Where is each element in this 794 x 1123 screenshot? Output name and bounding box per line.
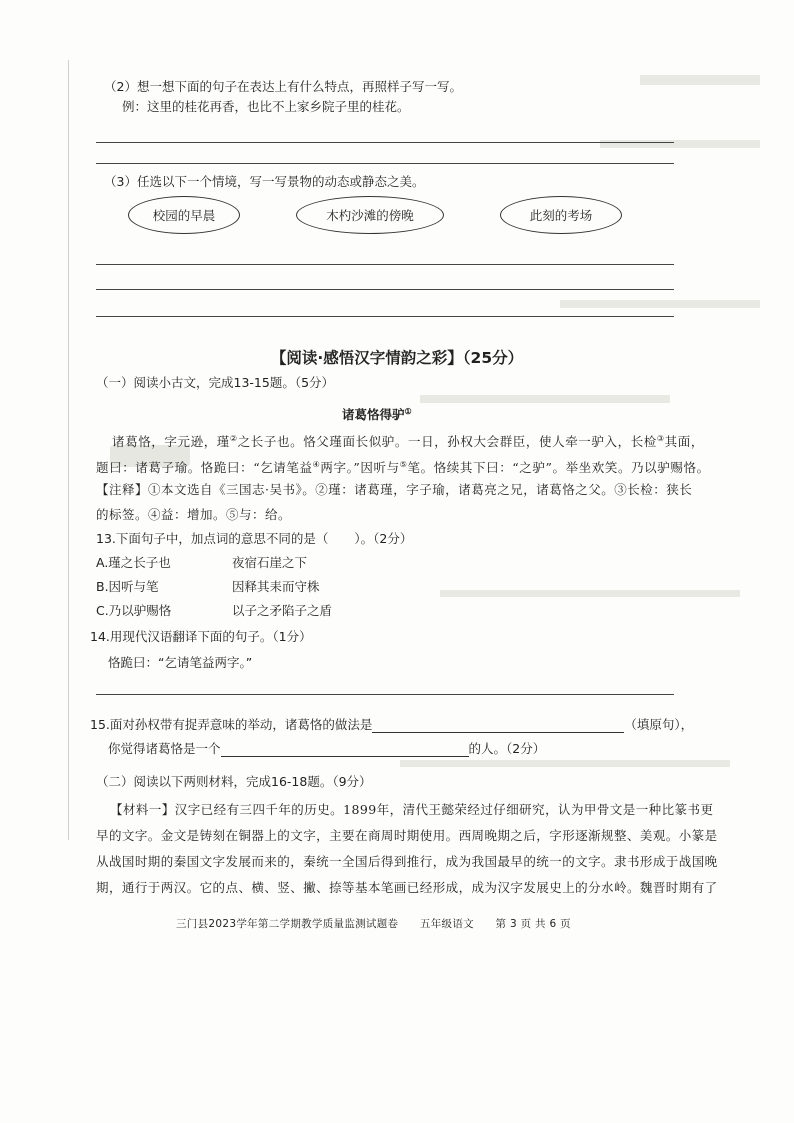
q15-line-2: 你觉得诸葛恪是一个 的人。（2分） [108,741,546,756]
q2-prompt: （2）想一想下面的句子在表达上有什么特点，再照样子写一写。 [104,79,462,94]
passage-title: 诸葛恪得驴① [342,406,412,423]
q13-option-c-left[interactable]: C.乃以驴赐恪 [96,603,172,618]
page-fold-edge [68,60,69,840]
q14-sentence: 恪跪曰：“乞请笔益两字。” [108,655,253,670]
q13-option-a-right: 夜宿石崖之下 [232,555,308,570]
q3-option-beach-evening[interactable]: 木杓沙滩的傍晚 [296,196,444,234]
passage-line-1: 诸葛恪，字元逊，瑾②之长子也。恪父瑾面长似驴。一日，孙权大会群臣，使人牵一驴入，长检③其面， [112,434,704,450]
q15-line-1: 15.面对孙权带有捉弄意味的举动，诸葛恪的做法是 （填原句）， [90,717,694,732]
answer-line[interactable] [96,264,674,265]
answer-line[interactable] [96,142,674,143]
q13-option-b-right: 因释其耒而守株 [232,579,320,594]
answer-line[interactable] [96,289,674,290]
q13-option-c-right: 以子之矛陷子之盾 [232,603,333,618]
section-title: 【阅读·感悟汉字情韵之彩】（25分） [270,349,524,367]
material1-line-2: 早的文字。金文是铸刻在铜器上的文字，主要在商周时期使用。西周晚期之后，字形逐渐规整、美观。小篆是 [96,828,718,843]
answer-line[interactable] [96,316,674,317]
material1-line-1: 【材料一】汉字已经有三四千年的历史。1899年，清代王懿荣经过仔细研究，认为甲骨文是一种比篆书更 [110,802,714,817]
notes-line-2: 的标签。④益：增加。⑤与：给。 [96,507,292,522]
q3-option-campus-morning[interactable]: 校园的早晨 [128,196,240,234]
q13-option-b-left[interactable]: B.因听与笔 [96,579,159,594]
passage-line-2: 题曰：诸葛子瑜。恪跪曰：“乞请笔益④两字。”因听与⑤笔。恪续其下曰：“之驴”。举坐欢笑。乃以驴赐恪。 [96,460,710,476]
q15-blank-2[interactable] [221,743,469,757]
answer-line[interactable] [96,163,674,164]
notes-line-1: 【注释】①本文选自《三国志·吴书》。②瑾：诸葛瑾，字子瑜，诸葛亮之兄，诸葛恪之父。③长检：狭长 [96,482,693,497]
q14-prompt: 14.用现代汉语翻译下面的句子。（1分） [90,629,312,644]
material1-line-3: 从战国时期的秦国文字发展而来的，秦统一全国后得到推行，成为我国最早的统一的文字。隶书形成于战国晚 [96,854,718,869]
q2-example: 例：这里的桂花再香，也比不上家乡院子里的桂花。 [122,99,410,114]
q15-blank-1[interactable] [372,719,624,733]
material1-line-4: 期，通行于两汉。它的点、横、竖、撇、捺等基本笔画已经形成，成为汉字发展史上的分水岭。魏晋时期有了 [96,880,718,895]
bleed-through-mark [560,300,760,308]
bleed-through-mark [420,395,670,403]
q3-option-exam-room[interactable]: 此刻的考场 [500,196,622,234]
bleed-through-mark [440,590,740,597]
bleed-through-mark [400,760,730,767]
q13-prompt: 13.下面句子中，加点词的意思不同的是（ ）。（2分） [96,531,413,546]
part2-header: （二）阅读以下两则材料，完成16-18题。（9分） [96,774,372,789]
q3-prompt: （3）任选以下一个情境，写一写景物的动态或静态之美。 [104,174,425,189]
part1-header: （一）阅读小古文，完成13-15题。（5分） [96,375,335,390]
bleed-through-mark [640,75,760,85]
q14-answer-line[interactable] [96,694,674,695]
page-footer: 三门县2023学年第二学期教学质量监测试题卷 五年级语文 第 3 页 共 6 页 [176,918,571,930]
q13-option-a-left[interactable]: A.瑾之长子也 [96,555,171,570]
